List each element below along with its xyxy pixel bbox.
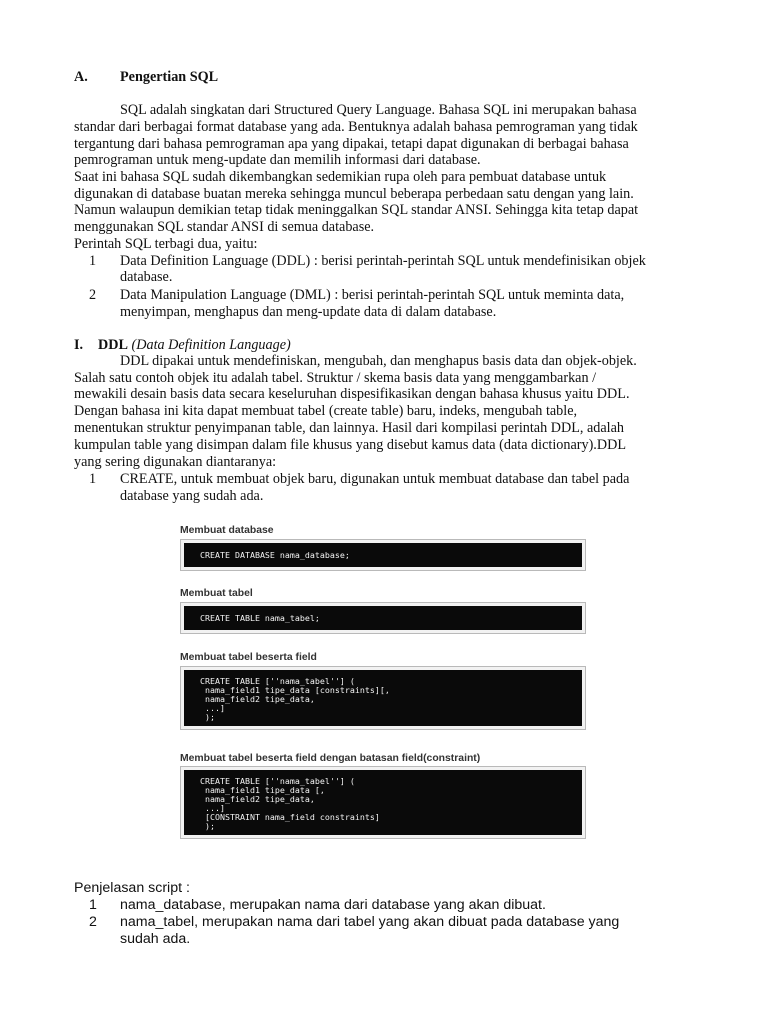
paragraph-line: Saat ini bahasa SQL sudah dikembangkan sedemikian rupa oleh para pembuat database untuk: [74, 169, 607, 185]
code-line: [CONSTRAINT nama_field constraints]: [200, 812, 380, 822]
list-item-line: Data Manipulation Language (DML) : berisi perintah-perintah SQL untuk meminta data,: [120, 287, 625, 303]
section-a-marker: A.: [74, 69, 88, 85]
paragraph-line: tergantung dari bahasa pemrograman apa yang dipakai, tetapi dapat digunakan di berbagai bahasa: [74, 136, 629, 152]
section-a-title: Pengertian SQL: [120, 69, 219, 85]
code-line: CREATE TABLE [''nama_tabel''] (: [200, 776, 355, 786]
list-intro: Perintah SQL terbagi dua, yaitu:: [74, 236, 258, 252]
code-line: nama_field1 tipe_data [,: [200, 785, 325, 795]
list-number: 1: [89, 897, 97, 913]
figure-caption: Membuat tabel beserta field dengan batasan field(constraint): [180, 753, 481, 764]
code-line: nama_field2 tipe_data,: [200, 794, 315, 804]
code-line: nama_field1 tipe_data [constraints][,: [200, 685, 390, 695]
paragraph-line: digunakan di database buatan mereka sehingga muncul beberapa perbedaan satu dengan yang lain.: [74, 186, 634, 202]
list-item-line: Data Definition Language (DDL) : berisi perintah-perintah SQL untuk mendefinisikan objek: [120, 253, 646, 269]
paragraph-line: pemrograman untuk meng-update dan memilih informasi dari database.: [74, 152, 481, 168]
list-item-line: database yang sudah ada.: [120, 488, 264, 504]
list-item-line: menyimpan, menghapus dan meng-update data di dalam database.: [120, 304, 497, 320]
list-item-line: nama_tabel, merupakan nama dari tabel yang akan dibuat pada database yang: [120, 914, 620, 930]
list-item-line: nama_database, merupakan nama dari database yang akan dibuat.: [120, 897, 546, 913]
paragraph-line: menggunakan SQL standar ANSI di semua database.: [74, 219, 375, 235]
code-line: CREATE TABLE [''nama_tabel''] (: [200, 676, 355, 686]
figure-caption: Membuat database: [180, 525, 274, 536]
code-line: ...]: [200, 803, 225, 813]
figure-caption: Membuat tabel: [180, 588, 253, 599]
list-number: 2: [89, 914, 97, 930]
code-line: ...]: [200, 703, 225, 713]
list-number: 1: [89, 471, 97, 487]
paragraph-line: menentukan struktur penyimpanan table, dan lainnya. Hasil dari kompilasi perintah DDL, adalah: [74, 420, 625, 436]
code-line: );: [200, 712, 215, 722]
list-item-line: sudah ada.: [120, 931, 191, 947]
figure-caption: Membuat tabel beserta field: [180, 652, 317, 663]
paragraph-line: DDL dipakai untuk mendefiniskan, mengubah, dan menghapus basis data dan objek-objek.: [120, 353, 637, 369]
list-item-line: CREATE, untuk membuat objek baru, digunakan untuk membuat database dan tabel pada: [120, 471, 630, 487]
paragraph-line: Dengan bahasa ini kita dapat membuat tabel (create table) baru, indeks, mengubah table,: [74, 403, 578, 419]
paragraph-line: SQL adalah singkatan dari Structured Query Language. Bahasa SQL ini merupakan bahasa: [120, 102, 637, 118]
code-line: CREATE TABLE nama_tabel;: [200, 613, 320, 623]
paragraph-line: Salah satu contoh objek itu adalah tabel. Struktur / skema basis data yang menggambarkan /: [74, 370, 597, 386]
explanation-title: Penjelasan script :: [74, 880, 190, 896]
list-number: 2: [89, 287, 97, 303]
paragraph-line: yang sering digunakan diantaranya:: [74, 454, 277, 470]
code-line: nama_field2 tipe_data,: [200, 694, 315, 704]
paragraph-line: Namun walaupun demikian tetap tidak meninggalkan SQL standar ANSI. Sehingga kita tetap dapat: [74, 202, 639, 218]
section-i-title: [98, 337, 291, 354]
section-i-title-bold: DDL: [98, 337, 128, 353]
code-line: );: [200, 821, 215, 831]
paragraph-line: standar dari berbagai format database yang ada. Bentuknya adalah bahasa pemrograman yang tidak: [74, 119, 638, 135]
paragraph-line: kumpulan table yang disimpan dalam file khusus yang disebut kamus data (data dictionary).DDL: [74, 437, 626, 453]
list-number: 1: [89, 253, 97, 269]
list-item-line: database.: [120, 269, 173, 285]
paragraph-line: mewakili desain basis data secara keseluruhan dispesifikasikan dengan bahasa khusus yaitu DDL.: [74, 386, 630, 402]
code-line: CREATE DATABASE nama_database;: [200, 550, 350, 560]
section-i-marker: I.: [74, 337, 84, 353]
section-i-title-italic: (Data Definition Language): [131, 337, 291, 353]
